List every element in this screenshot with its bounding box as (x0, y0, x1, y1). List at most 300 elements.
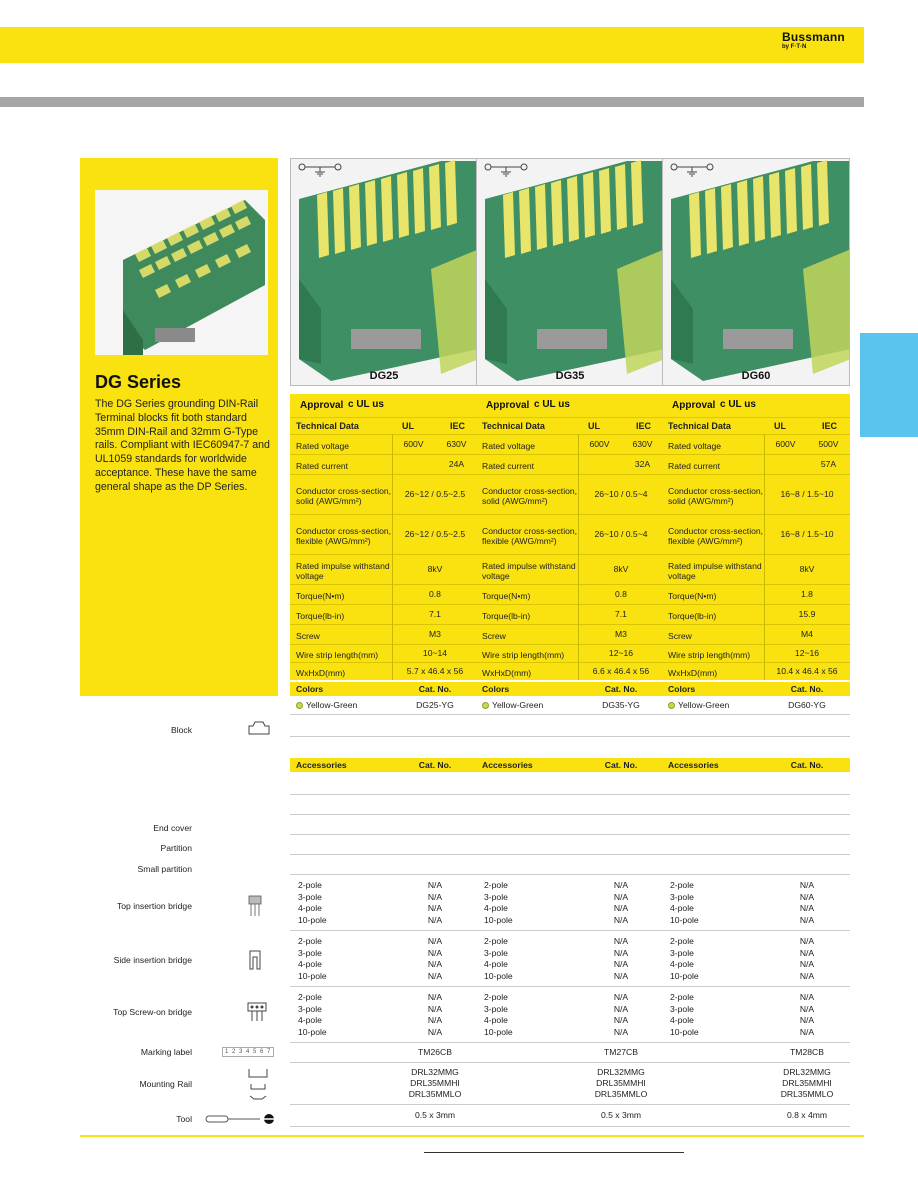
tech-row-label: Torque(lb-in) (668, 611, 717, 621)
ul-mark-icon: c UL us (534, 399, 570, 410)
pole-label: 10-pole (484, 970, 513, 981)
bridge-value: N/A (427, 914, 443, 925)
tech-row-label: Torque(N•m) (296, 591, 345, 601)
group-divider (476, 930, 664, 931)
bridge-value: N/A (613, 936, 629, 946)
rail-value: DRL32MMG (783, 1067, 831, 1077)
pole-label: 3-pole (484, 947, 508, 958)
tech-row-label: Wire strip length(mm) (296, 650, 379, 660)
colors-header (476, 682, 664, 696)
product-name: DG25 (369, 370, 399, 382)
tech-row-label: Screw (668, 631, 692, 641)
tech-row-label: WxHxD(mm) (668, 668, 718, 678)
tech-row (662, 624, 850, 644)
group-divider (290, 1042, 478, 1043)
product-name: DG35 (555, 370, 585, 382)
group-divider (662, 986, 850, 987)
pole-label: 3-pole (484, 1003, 508, 1014)
bridge-value: N/A (427, 992, 443, 1002)
empty-row-line (290, 714, 478, 715)
tech-row (476, 662, 664, 680)
bridge-value: N/A (427, 959, 443, 969)
label-tool: Tool (176, 1114, 192, 1124)
brand-sub: by F·T·N (782, 44, 807, 50)
tech-row (290, 454, 478, 474)
ul-value: 600V (589, 439, 610, 449)
bridge-value: N/A (427, 970, 443, 981)
tech-value: 6.6 x 46.4 x 56 (592, 666, 650, 676)
tech-row (476, 554, 664, 584)
header-bar (0, 27, 864, 63)
cat-value: DG25-YG (416, 700, 454, 710)
pole-label: 2-pole (670, 880, 694, 890)
rail-value: DRL35MMHI (410, 1078, 460, 1088)
tech-row (290, 434, 478, 454)
label-top-insertion: Top insertion bridge (116, 901, 192, 911)
section-divider (0, 97, 864, 107)
empty-row-line (476, 854, 664, 855)
empty-row-line (476, 814, 664, 815)
bridge-value: N/A (613, 1026, 629, 1037)
pole-label: 10-pole (298, 1026, 327, 1037)
tech-row-label: Rated current (668, 461, 721, 471)
iec-value: 500V (818, 439, 839, 449)
empty-row-line (662, 794, 850, 795)
tech-header-label: Technical Data (296, 421, 359, 431)
empty-row-line (476, 834, 664, 835)
tech-row-label: Conductor cross-section, solid (AWG/mm²) (296, 486, 392, 506)
pole-label: 2-pole (298, 880, 322, 890)
tech-value: 1.8 (801, 589, 813, 599)
bridge-value: N/A (613, 914, 629, 925)
bridge-value: N/A (613, 880, 629, 890)
footer-underline (424, 1152, 684, 1153)
colors-label: Colors (482, 684, 510, 694)
ul-value: 600V (775, 439, 796, 449)
pole-label: 4-pole (484, 959, 508, 969)
marking-value: TM27CB (604, 1047, 638, 1057)
tech-value: 8kV (613, 564, 629, 574)
accessories-header (662, 758, 850, 772)
tech-row-label: Torque(lb-in) (482, 611, 531, 621)
pole-label: 4-pole (670, 903, 694, 913)
group-divider (662, 1042, 850, 1043)
iec-header: IEC (636, 421, 652, 431)
empty-row-line (290, 834, 478, 835)
tech-value: 12~16 (794, 648, 820, 658)
series-title: DG Series (95, 372, 182, 392)
tech-value: 26~12 / 0.5~2.5 (404, 489, 466, 499)
ul-header: UL (588, 421, 600, 431)
tech-row (662, 454, 850, 474)
label-top-screw: Top Screw-on bridge (113, 1007, 192, 1017)
tech-row-label: Rated impulse withstand voltage (668, 561, 762, 581)
tech-row (476, 454, 664, 474)
brand-logo (782, 30, 862, 50)
iec-value: 57A (820, 459, 837, 469)
tech-row (476, 644, 664, 662)
bridge-value: N/A (799, 1003, 815, 1014)
tech-header (662, 418, 850, 434)
pole-label: 3-pole (298, 1003, 322, 1014)
bridge-value: N/A (799, 891, 815, 902)
tech-header-label: Technical Data (668, 421, 731, 431)
approval-row (662, 394, 850, 418)
tech-row (290, 584, 478, 604)
tech-value: 12~16 (608, 648, 634, 658)
bridge-value: N/A (427, 903, 443, 913)
tech-value: 8kV (799, 564, 815, 574)
cat-no-label: Cat. No. (790, 684, 824, 694)
ul-header: UL (774, 421, 786, 431)
mounting-rail-icon (246, 1066, 270, 1107)
tech-value: M3 (429, 629, 441, 639)
tech-row-label: WxHxD(mm) (482, 668, 532, 678)
pole-label: 4-pole (484, 1015, 508, 1025)
footer-rule (80, 1135, 864, 1137)
approval-label: Approval (672, 400, 716, 411)
ul-header: UL (402, 421, 414, 431)
label-partition: Partition (160, 843, 192, 853)
pole-label: 4-pole (670, 959, 694, 969)
tech-row (290, 514, 478, 554)
pole-label: 10-pole (484, 914, 513, 925)
marking-value: TM26CB (418, 1047, 452, 1057)
block-icon (246, 720, 272, 743)
tech-row (476, 624, 664, 644)
pole-label: 10-pole (670, 914, 699, 925)
tech-row-label: Torque(lb-in) (296, 611, 345, 621)
label-end-cover: End cover (153, 823, 192, 833)
empty-row-line (662, 714, 850, 715)
label-block: Block (170, 725, 192, 735)
acc-cat-no-label: Cat. No. (418, 760, 452, 770)
tech-row-label: Conductor cross-section, solid (AWG/mm²) (482, 486, 578, 506)
bridge-value: N/A (613, 992, 629, 1002)
label-small-partition: Small partition (137, 864, 192, 874)
pole-label: 4-pole (670, 1015, 694, 1025)
tech-row-label: Conductor cross-section, flexible (AWG/mm²) (296, 526, 392, 546)
bridge-value: N/A (613, 1015, 629, 1025)
color-value: Yellow-Green (678, 700, 730, 710)
tech-row (662, 554, 850, 584)
product-photo (476, 158, 664, 386)
tech-value: 10~14 (422, 648, 448, 658)
empty-row-line (662, 834, 850, 835)
yellow-green-swatch-icon (482, 702, 489, 709)
group-divider (662, 1126, 850, 1127)
tech-value: M4 (801, 629, 813, 639)
tech-row (290, 474, 478, 514)
ul-value: 600V (403, 439, 424, 449)
pole-label: 2-pole (484, 936, 508, 946)
tech-row (662, 434, 850, 454)
pole-label: 4-pole (298, 959, 322, 969)
bridge-value: N/A (799, 936, 815, 946)
bridge-value: N/A (799, 1026, 815, 1037)
tech-row-label: Screw (296, 631, 320, 641)
group-divider (290, 874, 478, 875)
bridge-value: N/A (613, 947, 629, 958)
tech-row-label: Wire strip length(mm) (668, 650, 751, 660)
tech-row-label: Torque(N•m) (668, 591, 717, 601)
tech-row-label: Rated impulse withstand voltage (482, 561, 576, 581)
group-divider (476, 1062, 664, 1063)
tech-row (476, 434, 664, 454)
tech-row-label: Rated impulse withstand voltage (296, 561, 390, 581)
approval-row (476, 394, 664, 418)
label-side-insertion: Side insertion bridge (113, 955, 192, 965)
rail-value: DRL32MMG (411, 1067, 459, 1077)
tech-row-label: Rated voltage (482, 441, 536, 451)
tech-value: 15.9 (798, 609, 816, 619)
marking-value: TM28CB (790, 1047, 824, 1057)
group-divider (662, 1104, 850, 1105)
empty-row-line (290, 794, 478, 795)
marking-label-icon: 1 2 3 4 5 6 7 (222, 1047, 274, 1057)
color-name (482, 700, 543, 710)
ground-symbol-icon (670, 162, 714, 183)
group-divider (476, 1104, 664, 1105)
pole-label: 2-pole (484, 992, 508, 1002)
tech-row-label: Wire strip length(mm) (482, 650, 565, 660)
pole-label: 4-pole (298, 903, 322, 913)
tech-row-label: Screw (482, 631, 506, 641)
iec-value: 630V (446, 439, 467, 449)
tool-value: 0.5 x 3mm (414, 1110, 456, 1120)
accessories-label: Accessories (668, 760, 719, 770)
bridge-value: N/A (799, 970, 815, 981)
tool-value: 0.8 x 4mm (786, 1110, 828, 1120)
colors-header (290, 682, 478, 696)
group-divider (476, 1126, 664, 1127)
product-photo (290, 158, 478, 386)
bridge-value: N/A (799, 1015, 815, 1025)
group-divider (476, 986, 664, 987)
iec-value: 24A (448, 459, 465, 469)
pole-label: 2-pole (298, 992, 322, 1002)
colors-header (662, 682, 850, 696)
product-name: DG60 (741, 370, 771, 382)
tech-row (476, 584, 664, 604)
empty-row-line (290, 814, 478, 815)
tech-value: 0.8 (429, 589, 441, 599)
color-name (668, 700, 729, 710)
tech-row (662, 644, 850, 662)
bridge-value: N/A (799, 947, 815, 958)
pole-label: 10-pole (670, 1026, 699, 1037)
brand-name: Bussmann (782, 30, 845, 44)
color-value: Yellow-Green (492, 700, 544, 710)
pole-label: 3-pole (670, 891, 694, 902)
tech-row-label: Torque(N•m) (482, 591, 531, 601)
tech-row-label: Rated voltage (296, 441, 350, 451)
top-insertion-icon (246, 894, 264, 923)
pole-label: 2-pole (298, 936, 322, 946)
bridge-value: N/A (427, 891, 443, 902)
group-divider (662, 874, 850, 875)
rail-value: DRL35MMHI (596, 1078, 646, 1088)
tech-row (290, 554, 478, 584)
tech-row-label: Rated current (296, 461, 349, 471)
pole-label: 3-pole (298, 891, 322, 902)
tech-value: 26~10 / 0.5~4 (594, 529, 648, 539)
colors-label: Colors (668, 684, 696, 694)
acc-cat-no-label: Cat. No. (790, 760, 824, 770)
bridge-value: N/A (427, 880, 443, 890)
pole-label: 2-pole (670, 936, 694, 946)
cat-no-label: Cat. No. (418, 684, 452, 694)
series-description: The DG Series grounding DIN-Rail Terminal blocks fit both standard 35mm DIN-Rail and 32mm G-Type rails. Compliant with IEC60947-7 and UL1059 standards for worldwide acceptance. These have the same general shape as the DP Series. (95, 398, 270, 493)
pole-label: 3-pole (670, 1003, 694, 1014)
bridge-value: N/A (613, 970, 629, 981)
pole-label: 3-pole (670, 947, 694, 958)
group-divider (662, 930, 850, 931)
iec-header: IEC (822, 421, 838, 431)
cat-value: DG60-YG (788, 700, 826, 710)
iec-value: 32A (634, 459, 651, 469)
tech-row (290, 662, 478, 680)
tool-value: 0.5 x 3mm (600, 1110, 642, 1120)
bridge-value: N/A (799, 959, 815, 969)
approval-label: Approval (300, 400, 344, 411)
color-name (296, 700, 357, 710)
tech-row (662, 604, 850, 624)
colors-label: Colors (296, 684, 324, 694)
rail-value: DRL35MMLO (780, 1089, 834, 1099)
cat-value: DG35-YG (602, 700, 640, 710)
tech-row-label: Rated voltage (668, 441, 722, 451)
bridge-value: N/A (613, 891, 629, 902)
tech-value: 5.7 x 46.4 x 56 (406, 666, 464, 676)
tech-header-label: Technical Data (482, 421, 545, 431)
tech-row (662, 474, 850, 514)
tech-row (476, 474, 664, 514)
bridge-value: N/A (427, 1015, 443, 1025)
tech-value: 7.1 (615, 609, 627, 619)
side-insertion-icon (246, 949, 264, 978)
empty-row-line (476, 794, 664, 795)
rail-value: DRL35MMLO (408, 1089, 462, 1099)
tech-row-label: Conductor cross-section, solid (AWG/mm²) (668, 486, 764, 506)
tech-value: 8kV (427, 564, 443, 574)
tech-row-label: Rated current (482, 461, 535, 471)
pole-label: 2-pole (484, 880, 508, 890)
empty-row-line (476, 714, 664, 715)
acc-cat-no-label: Cat. No. (604, 760, 638, 770)
empty-row-line (290, 736, 478, 737)
bridge-value: N/A (613, 1003, 629, 1014)
top-screw-icon (246, 1000, 268, 1029)
tech-row (662, 662, 850, 680)
group-divider (476, 874, 664, 875)
tech-row-label: Conductor cross-section, flexible (AWG/mm²) (668, 526, 764, 546)
tech-value: 26~10 / 0.5~4 (594, 489, 648, 499)
yellow-green-swatch-icon (296, 702, 303, 709)
cat-no-label: Cat. No. (604, 684, 638, 694)
tech-row (290, 624, 478, 644)
accessories-label: Accessories (482, 760, 533, 770)
tech-header (476, 418, 664, 434)
group-divider (662, 1062, 850, 1063)
bridge-value: N/A (613, 903, 629, 913)
ground-symbol-icon (298, 162, 342, 183)
bridge-value: N/A (613, 959, 629, 969)
tech-value: 10.4 x 46.4 x 56 (776, 666, 838, 676)
rail-value: DRL35MMHI (782, 1078, 832, 1088)
section-tab (860, 333, 918, 437)
tech-row (290, 644, 478, 662)
bridge-value: N/A (799, 914, 815, 925)
bridge-value: N/A (427, 936, 443, 946)
product-photo (662, 158, 850, 386)
accessories-header (290, 758, 478, 772)
group-divider (290, 1126, 478, 1127)
pole-label: 4-pole (484, 903, 508, 913)
tech-header (290, 418, 478, 434)
group-divider (476, 1042, 664, 1043)
label-marking: Marking label (140, 1047, 192, 1057)
empty-row-line (476, 736, 664, 737)
approval-row (290, 394, 478, 418)
empty-row-line (662, 814, 850, 815)
empty-row-line (662, 854, 850, 855)
ground-symbol-icon (484, 162, 528, 183)
empty-row-line (662, 736, 850, 737)
approval-label: Approval (486, 400, 530, 411)
pole-label: 10-pole (670, 970, 699, 981)
pole-label: 10-pole (484, 1026, 513, 1037)
tech-value: 16~8 / 1.5~10 (780, 529, 834, 539)
group-divider (290, 1062, 478, 1063)
label-mounting: Mounting Rail (139, 1079, 192, 1089)
tech-value: 26~12 / 0.5~2.5 (404, 529, 466, 539)
bridge-value: N/A (427, 947, 443, 958)
tech-row (476, 604, 664, 624)
bridge-value: N/A (427, 1026, 443, 1037)
tech-value: 0.8 (615, 589, 627, 599)
rail-value: DRL35MMLO (594, 1089, 648, 1099)
tech-value: M3 (615, 629, 627, 639)
bridge-value: N/A (799, 992, 815, 1002)
group-divider (290, 930, 478, 931)
iec-header: IEC (450, 421, 466, 431)
pole-label: 10-pole (298, 970, 327, 981)
bridge-value: N/A (799, 903, 815, 913)
yellow-green-swatch-icon (668, 702, 675, 709)
pole-label: 10-pole (298, 914, 327, 925)
accessories-header (476, 758, 664, 772)
tech-row (662, 584, 850, 604)
tech-row (476, 514, 664, 554)
iec-value: 630V (632, 439, 653, 449)
pole-label: 3-pole (484, 891, 508, 902)
tech-row (290, 604, 478, 624)
pole-label: 2-pole (670, 992, 694, 1002)
pole-label: 4-pole (298, 1015, 322, 1025)
tech-value: 7.1 (429, 609, 441, 619)
bridge-value: N/A (799, 880, 815, 890)
color-value: Yellow-Green (306, 700, 358, 710)
accessories-label: Accessories (296, 760, 347, 770)
product-photo-stack (95, 190, 268, 355)
tech-row (662, 514, 850, 554)
screwdriver-icon (204, 1112, 278, 1131)
bridge-value: N/A (427, 1003, 443, 1014)
ul-mark-icon: c UL us (720, 399, 756, 410)
tech-row-label: WxHxD(mm) (296, 668, 346, 678)
tech-value: 16~8 / 1.5~10 (780, 489, 834, 499)
